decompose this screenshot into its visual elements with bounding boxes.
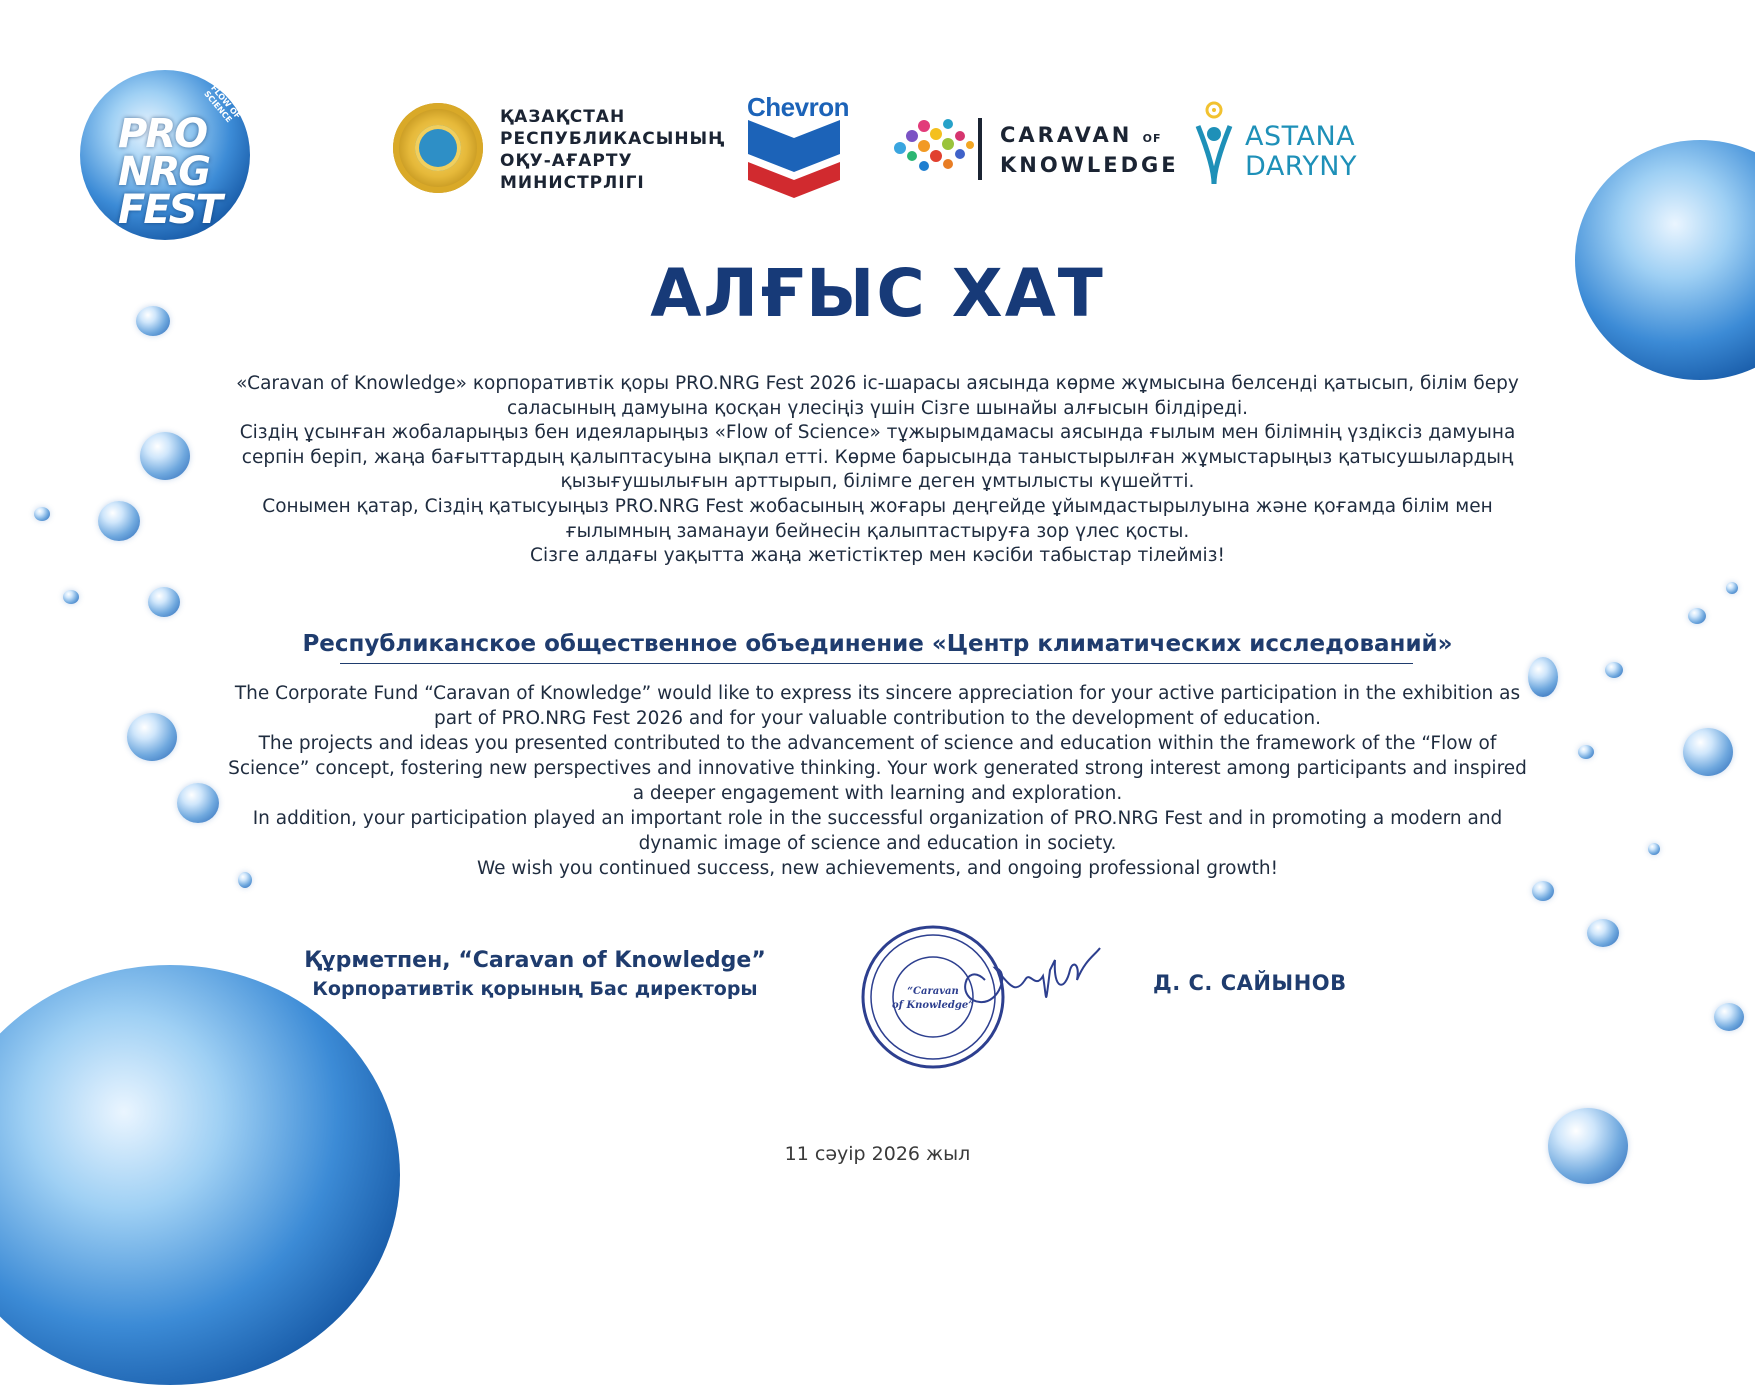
pronrg-line3: FEST xyxy=(118,187,221,233)
astana-line1: ASTANA xyxy=(1245,121,1356,152)
ministry-logo-text xyxy=(500,106,725,194)
caravan-of: OF xyxy=(1142,132,1162,145)
pronrg-fest-logo xyxy=(80,60,260,250)
astana-daryny-logo-text xyxy=(1245,122,1357,182)
body-en-paragraph: The Corporate Fund “Caravan of Knowledge” would like to express its sincere appreciation for your active participation in the exhibition as part of PRO.NRG Fest 2026 and for your valuable contribution to the development of education. xyxy=(234,683,1521,729)
body-kz-paragraph: Сіздің ұсынған жобаларыңыз бен идеяларыңыз «Flow of Science» тұжырымдамасы аясында ғылым мен білімнің үздіксіз дамуына серпін беріп, жаңа бағыттардың қалыптасуына ықпал етті. Көрме барысында таныстырылған жұмыстарыңыз қатысушылардың қызығушылығын арттырып, білімге деген ұмтылысты күшейтті. xyxy=(239,422,1516,493)
water-drop xyxy=(34,507,50,521)
body-kz-paragraph: Сонымен қатар, Сіздің қатысуыңыз PRO.NRG Fest жобасының жоғары деңгейде ұйымдастырылуына және қоғамда білім мен ғылымның заманауи бейнесін қалыптастыруға зор үлес қосты. xyxy=(262,495,1493,542)
body-en-paragraph: We wish you continued success, new achievements, and ongoing professional growth! xyxy=(476,858,1279,879)
astana-line2: DARYNY xyxy=(1245,151,1358,182)
chevron-logo-icon xyxy=(748,120,840,198)
recipient-name: Республиканское общественное объединение «Центр климатических исследований» xyxy=(302,631,1453,657)
water-drop xyxy=(177,783,219,823)
water-drop xyxy=(1528,657,1558,697)
water-drop xyxy=(1532,881,1554,901)
water-drop xyxy=(1688,608,1706,624)
recipient-underline xyxy=(340,663,1413,664)
water-drop xyxy=(1605,662,1623,678)
caravan-divider xyxy=(978,118,982,180)
letter-date: 11 сәуір 2026 жыл xyxy=(784,1143,971,1165)
body-en-paragraph: The projects and ideas you presented contributed to the advancement of science and education within the framework of the “Flow of Science” concept, fostering new perspectives and innovative thinking. Your work generated strong interest among participants and inspired a deeper engagement with learning and exploration. xyxy=(228,733,1527,804)
caravan-of-knowledge-logo-text xyxy=(1000,122,1179,178)
kazakhstan-emblem-icon xyxy=(393,103,483,193)
body-kz-paragraph: «Caravan of Knowledge» корпоративтік қоры PRO.NRG Fest 2026 іс-шарасы аясында көрме жұмысына белсенді қатысып, білім беру саласының дамуына қосқан үлесіңіз үшін Сізге шынайы алғысын білдіреді. xyxy=(236,373,1519,419)
pronrg-line2: NRG xyxy=(118,149,210,195)
water-drop xyxy=(1683,728,1733,776)
regards-line1: Құрметпен, “Caravan of Knowledge” xyxy=(304,948,766,973)
pronrg-line1: PRO xyxy=(118,111,207,157)
astana-daryny-icon xyxy=(1190,96,1238,186)
stamp-line2: of Knowledge” xyxy=(892,1000,974,1011)
caravan-dots-icon xyxy=(890,112,975,182)
signature-regards xyxy=(295,946,775,1002)
water-drop xyxy=(127,713,177,761)
ministry-line: ОҚУ-АҒАРТУ xyxy=(500,151,633,171)
caravan-line1: CARAVAN xyxy=(1000,123,1133,147)
chevron-wordmark: Chevron xyxy=(747,92,849,122)
ministry-line: ҚАЗАҚСТАН xyxy=(500,107,626,127)
director-name: Д. С. САЙЫНОВ xyxy=(1153,971,1347,995)
water-drop xyxy=(1726,582,1738,594)
ministry-line: МИНИСТРЛІГІ xyxy=(500,173,645,193)
letter-title: АЛҒЫС ХАТ xyxy=(650,255,1105,332)
body-kz-paragraph: Сізге алдағы уақытта жаңа жетістіктер мен кәсіби табыстар тілейміз! xyxy=(530,545,1225,567)
water-drop xyxy=(148,587,180,617)
body-english xyxy=(225,681,1530,881)
water-drop xyxy=(1648,843,1660,855)
water-drop xyxy=(98,501,140,541)
regards-line2: Корпоративтік қорының Бас директоры xyxy=(312,978,758,1000)
caravan-line2: KNOWLEDGE xyxy=(1000,153,1179,177)
water-drop xyxy=(1714,1003,1744,1031)
handwritten-signature-icon xyxy=(955,940,1105,1020)
water-drop xyxy=(1587,919,1619,947)
pronrg-tag: FLOW OF SCIENCE xyxy=(202,83,243,125)
body-kazakh xyxy=(230,372,1525,569)
water-drop xyxy=(140,432,190,480)
water-drop xyxy=(63,590,79,604)
water-drop xyxy=(1578,745,1594,759)
water-sphere-bottom-left xyxy=(0,965,400,1385)
stamp-line1: “Caravan xyxy=(907,986,959,997)
ministry-line: РЕСПУБЛИКАСЫНЫҢ xyxy=(500,129,726,149)
body-en-paragraph: In addition, your participation played an important role in the successful organization of PRO.NRG Fest and in promoting a modern and dynamic image of science and education in society. xyxy=(252,808,1503,854)
